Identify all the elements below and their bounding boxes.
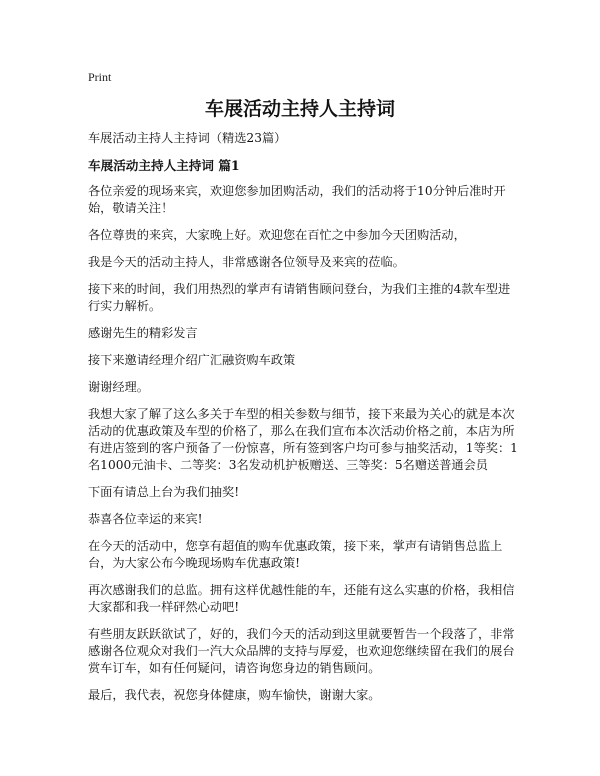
paragraph: 最后，我代表，祝您身体健康，购车愉快，谢谢大家。 xyxy=(88,688,381,702)
page-title: 车展活动主持人主持词 xyxy=(204,98,395,120)
paragraph: 接下来的时间，我们用热烈的掌声有请销售顾问登台，为我们主推的4款车型进行实力解析。 xyxy=(88,282,511,313)
paragraph: 各位尊贵的来宾，大家晚上好。欢迎您在百忙之中参加今天团购活动， xyxy=(88,228,466,242)
paragraph: 接下来邀请经理介绍广汇融资购车政策 xyxy=(88,353,296,367)
paragraph: 有些朋友跃跃欲试了，好的，我们今天的活动到这里就要暂告一个段落了，非常感谢各位观众对我们一汽大众品牌的支持与厚爱，也欢迎您继续留在我们的展台赏车订车，如有任何疑问，请咨询您身边的销售顾问。 xyxy=(88,627,515,675)
document-body xyxy=(88,130,520,714)
print-link[interactable]: Print xyxy=(88,70,112,84)
paragraph: 谢谢经理。 xyxy=(88,380,149,394)
paragraph: 恭喜各位幸运的来宾! xyxy=(88,512,203,526)
paragraph: 我是今天的活动主持人，非常感谢各位领导及来宾的莅临。 xyxy=(88,255,405,269)
section-heading: 车展活动主持人主持词 篇1 xyxy=(88,158,240,173)
paragraph: 再次感谢我们的总监。拥有这样优越性能的车，还能有这么实惠的价格，我相信大家都和我一样砰然心动吧! xyxy=(88,583,515,614)
document-subtitle: 车展活动主持人主持词（精选23篇） xyxy=(88,131,287,145)
paragraph: 各位亲爱的现场来宾，欢迎您参加团购活动，我们的活动将于10分钟后准时开始，敬请关注！ xyxy=(88,184,506,215)
paragraph: 在今天的活动中，您享有超值的购车优惠政策，接下来，掌声有请销售总监上台，为大家公布今晚现场购车优惠政策! xyxy=(88,539,503,570)
paragraph: 感谢先生的精彩发言 xyxy=(88,326,198,340)
paragraph: 我想大家了解了这么多关于车型的相关参数与细节，接下来最为关心的就是本次活动的优惠政策及车型的价格了，那么在我们宣布本次活动价格之前，本店为所有进店签到的客户预备了一份惊喜，所有签到客户均可参与抽奖活动，1等奖：1名1000元油卡、二等奖：3名发动机护板赠送、三等奖：5名赠送普通会员 xyxy=(88,407,518,472)
paragraph: 下面有请总上台为我们抽奖! xyxy=(88,485,240,499)
